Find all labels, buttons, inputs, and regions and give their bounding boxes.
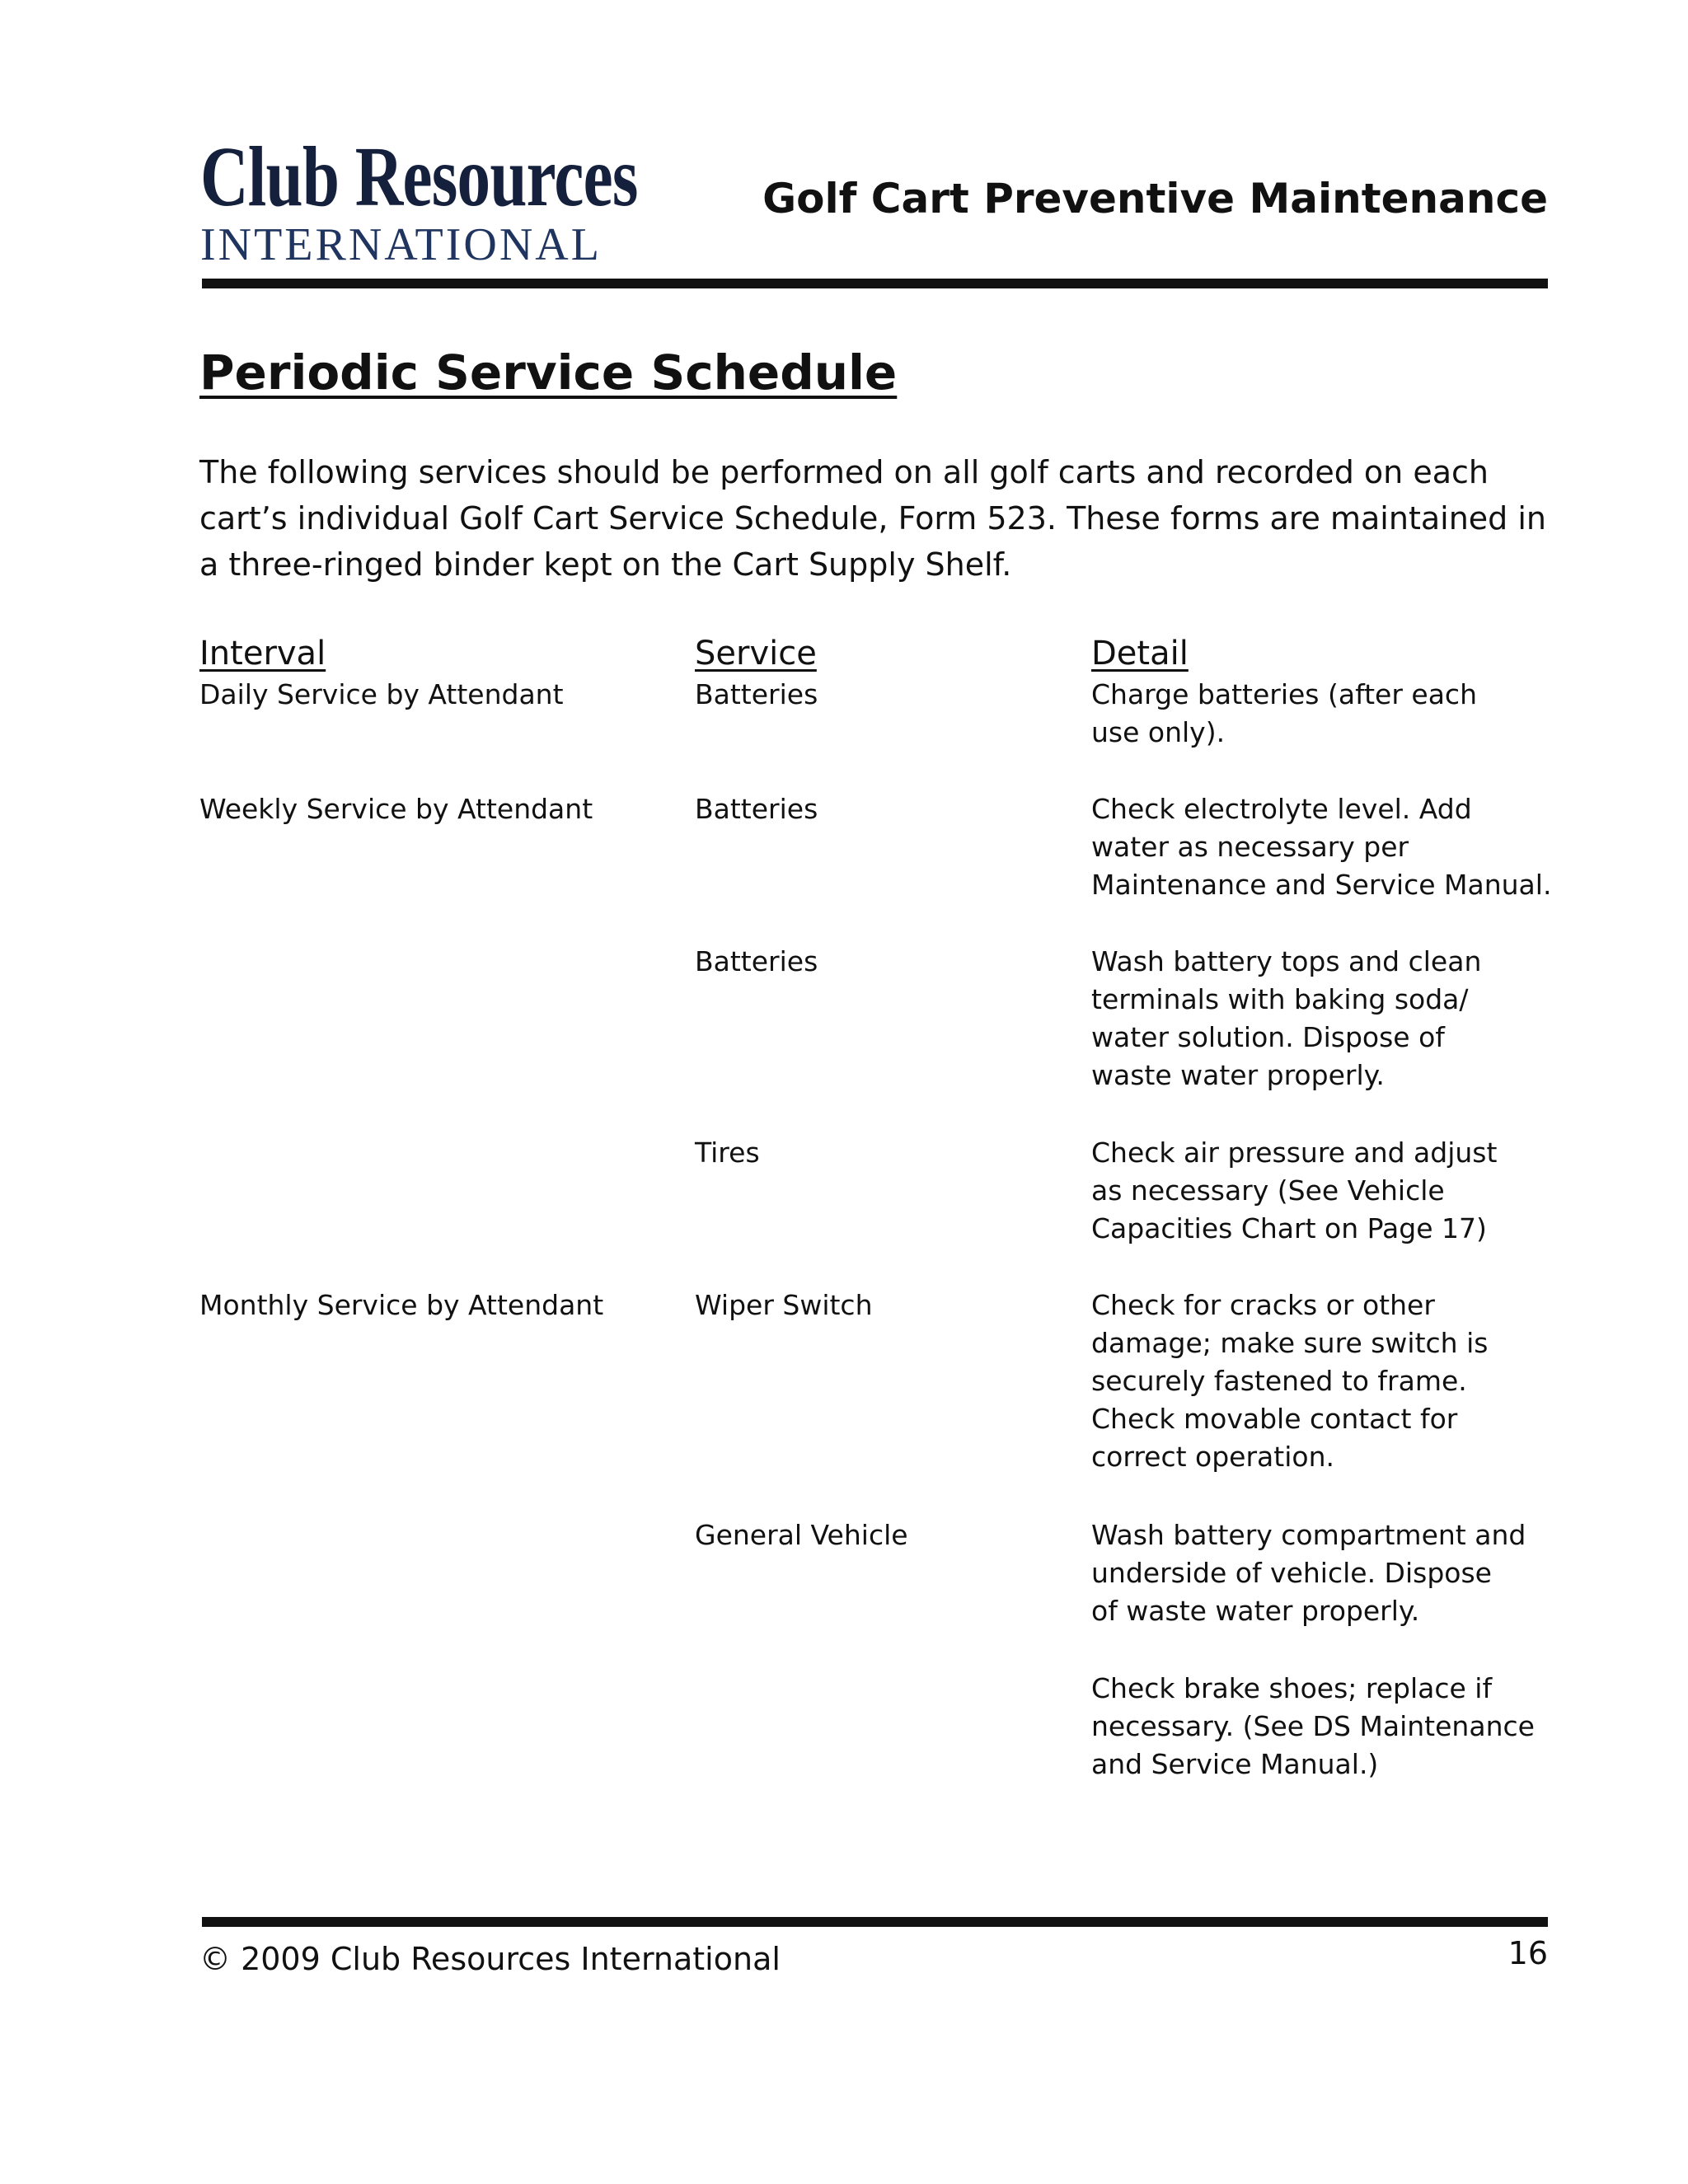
copyright-notice: © 2009 Club Resources International xyxy=(199,1941,781,1977)
service-cell: Wiper Switch xyxy=(695,1289,873,1321)
logo-line-2: INTERNATIONAL xyxy=(200,219,602,270)
interval-cell: Monthly Service by Attendant xyxy=(199,1289,604,1321)
detail-cell: Charge batteries (after each use only). xyxy=(1091,678,1477,748)
column-header-service: Service xyxy=(695,635,817,673)
section-heading: Periodic Service Schedule xyxy=(199,344,898,401)
interval-cell: Weekly Service by Attendant xyxy=(199,793,593,825)
detail-cell: Check for cracks or other damage; make sure switch is securely fastened to frame. Check movable contact for correct operation. xyxy=(1091,1289,1489,1473)
service-cell: Batteries xyxy=(695,678,818,710)
column-header-interval: Interval xyxy=(199,635,326,673)
detail-cell: Check air pressure and adjust as necessary (See Vehicle Capacities Chart on Page 17) xyxy=(1091,1137,1498,1244)
logo-line-1: Club Resources xyxy=(200,129,638,224)
header-divider xyxy=(202,279,1548,288)
page-number: 16 xyxy=(1507,1935,1548,1971)
detail-cell: Wash battery tops and clean terminals with baking soda/ water solution. Dispose of waste water properly. xyxy=(1091,945,1482,1091)
service-cell: General Vehicle xyxy=(695,1519,908,1551)
service-cell: Batteries xyxy=(695,945,818,977)
footer-divider xyxy=(202,1917,1548,1927)
interval-cell: Daily Service by Attendant xyxy=(199,678,564,710)
detail-cell: Wash battery compartment and underside of vehicle. Dispose of waste water properly. xyxy=(1091,1519,1526,1627)
document-title: Golf Cart Preventive Maintenance xyxy=(762,175,1548,223)
intro-paragraph: The following services should be performed on all golf carts and recorded on each cart’s individual Golf Cart Service Schedule, Form 523. These forms are maintained in a three-ringed binder kept on the Cart Supply Shelf. xyxy=(199,454,1546,583)
service-cell: Batteries xyxy=(695,793,818,825)
service-cell: Tires xyxy=(695,1137,760,1169)
detail-cell: Check brake shoes; replace if necessary. (See DS Maintenance and Service Manual.) xyxy=(1091,1672,1535,1780)
detail-cell: Check electrolyte level. Add water as necessary per Maintenance and Service Manual. xyxy=(1091,793,1552,901)
company-logo xyxy=(200,129,645,270)
column-header-detail: Detail xyxy=(1091,635,1189,673)
